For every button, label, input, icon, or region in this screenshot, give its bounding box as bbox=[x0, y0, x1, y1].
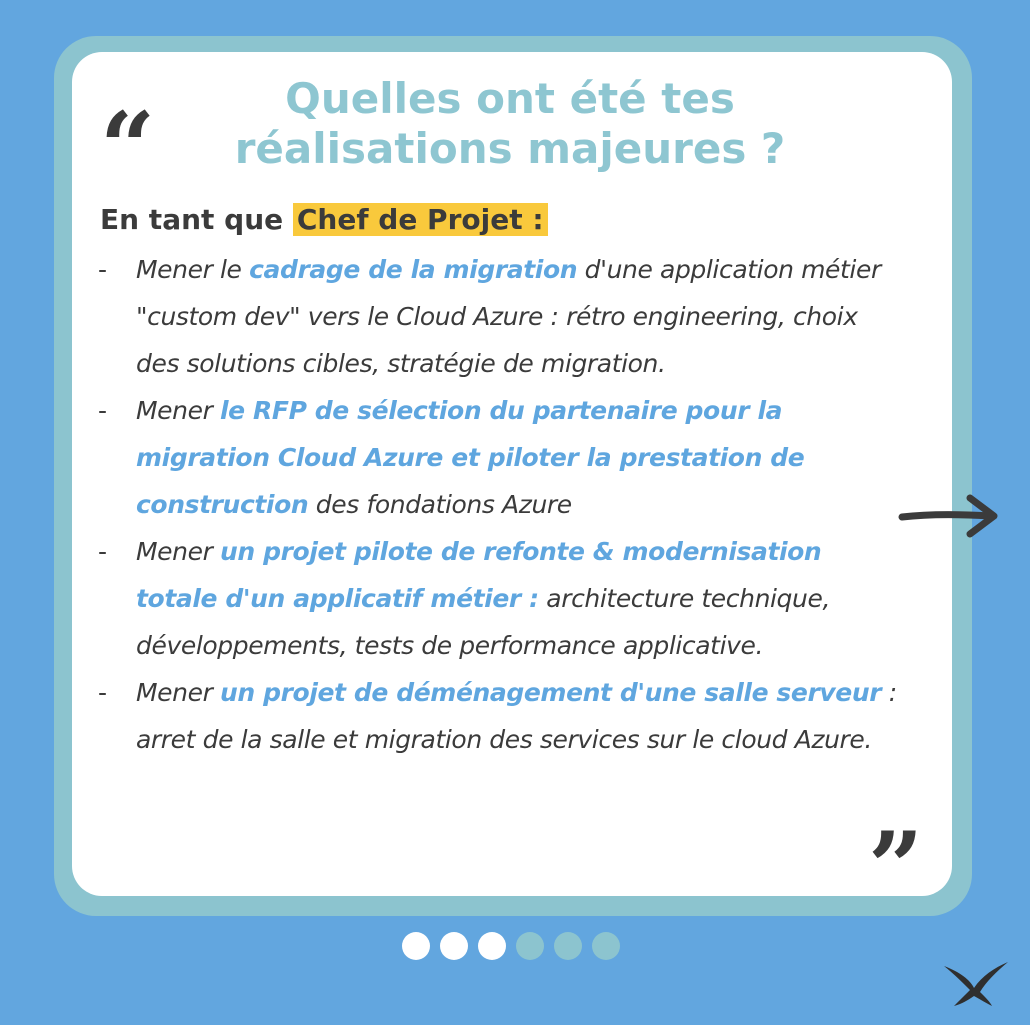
item-text: Mener le bbox=[136, 255, 250, 284]
list-dash: - bbox=[98, 396, 107, 425]
item-emphasis: un projet pilote de refonte & modernisation totale d'un applicatif métier : bbox=[136, 537, 822, 613]
pagination-dots bbox=[402, 932, 620, 960]
pagination-dot[interactable] bbox=[516, 932, 544, 960]
list-item bbox=[98, 528, 898, 669]
arrow-right-icon[interactable] bbox=[898, 490, 1002, 542]
pagination-dot[interactable] bbox=[440, 932, 468, 960]
item-text: Mener bbox=[136, 537, 221, 566]
item-emphasis: cadrage de la migration bbox=[249, 255, 578, 284]
achievements-list bbox=[98, 246, 898, 763]
list-dash: - bbox=[98, 537, 107, 566]
list-dash: - bbox=[98, 255, 107, 284]
role-highlight: Chef de Projet : bbox=[293, 203, 548, 236]
pagination-dot[interactable] bbox=[478, 932, 506, 960]
title-line-1: Quelles ont été tes bbox=[285, 74, 735, 123]
pagination-dot[interactable] bbox=[402, 932, 430, 960]
list-item bbox=[98, 669, 898, 763]
list-item bbox=[98, 246, 898, 387]
bird-logo-icon bbox=[940, 958, 1010, 1008]
list-item bbox=[98, 387, 898, 528]
item-text: d'une application métier "custom dev" vers le Cloud Azure : rétro engineering, choix des solutions cibles, stratégie de migration. bbox=[136, 255, 881, 378]
page-title bbox=[200, 74, 820, 174]
item-text: : arret de la salle et migration des services sur le cloud Azure. bbox=[136, 678, 897, 754]
close-quote-mark: ” bbox=[868, 811, 924, 924]
pagination-dot[interactable] bbox=[592, 932, 620, 960]
title-line-2: réalisations majeures ? bbox=[234, 124, 786, 173]
item-text: Mener bbox=[136, 678, 221, 707]
item-text: architecture technique, développements, tests de performance applicative. bbox=[136, 584, 831, 660]
list-dash: - bbox=[98, 678, 107, 707]
pagination-dot[interactable] bbox=[554, 932, 582, 960]
intro-line bbox=[100, 198, 548, 242]
item-emphasis: le RFP de sélection du partenaire pour la migration Cloud Azure et piloter la prestation de construction bbox=[136, 396, 805, 519]
item-emphasis: un projet de déménagement d'une salle serveur bbox=[220, 678, 882, 707]
intro-prefix: En tant que bbox=[100, 203, 293, 236]
item-text: des fondations Azure bbox=[308, 490, 572, 519]
open-quote-mark: “ bbox=[100, 91, 156, 204]
item-text: Mener bbox=[136, 396, 221, 425]
